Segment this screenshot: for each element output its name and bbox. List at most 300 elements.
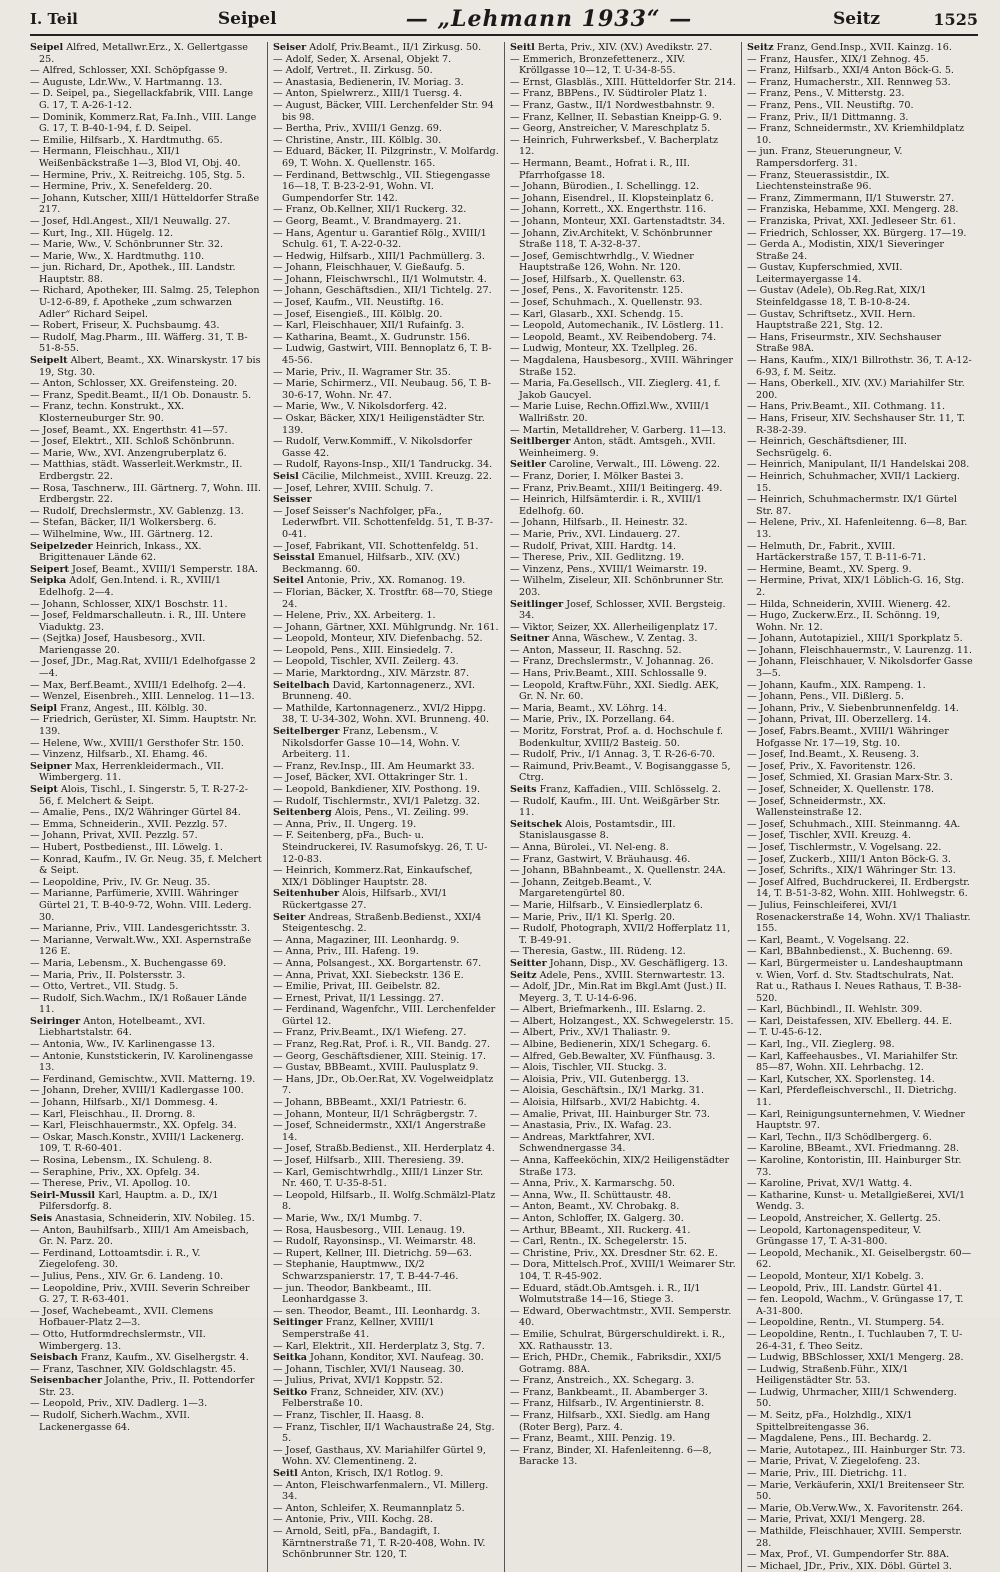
directory-entry: — Josef, Wachebeamt., XVII. Clemens Hofbauer-Platz 2—3.: [30, 1305, 214, 1329]
directory-entry: — F. Seitenberg, pFa., Buch- u. Steindruckerei, IV. Rasumofskyg. 26, T. U-12-0-83.: [273, 830, 488, 865]
directory-entry: — Josef, Fabrs.Beamt., XVIII/1 Währinger Hofgasse Nr. 17—19, Stg. 10.: [747, 726, 949, 749]
directory-entry: Seitlberger Anton, städt. Amtsgeh., XVII. Weinheimerg. 9.: [510, 436, 716, 459]
directory-entry: — Hermann, Fleischhau., XII/1 Weißenbäckstraße 1—3, Blod VI, Obj. 40.: [30, 146, 241, 169]
directory-entry: — Josef, Straßb.Bedienst., XII. Herderplatz 4.: [273, 1143, 495, 1155]
directory-entry: — Anton, Spielwrerz., XIII/1 Tuersg. 4.: [273, 88, 463, 100]
directory-entry: — Rudolf, Sicherh.Wachm., XVII. Lackenergasse 64.: [30, 1410, 190, 1433]
directory-entry: — Hans, Friseur, XIV. Sechshauser Str. 11, T. R-38-2-39.: [747, 413, 966, 436]
directory-entry: Seisl Cäcilie, Milchmeist., XVIII. Kreuzg. 22.: [273, 470, 492, 482]
directory-entry: — Johann, Privat, III. Oberzellerg. 14.: [747, 714, 932, 726]
directory-entry: — Helene, Priv., XX. Arbeiterg. 1.: [273, 610, 436, 622]
directory-entry: — Wilhelmine, Ww., III. Gärtnerg. 12.: [30, 528, 213, 540]
directory-entry: — Hans, Kaufm., XIX/1 Billrothstr. 36, T. A-12-6-93, f. M. Seitz.: [747, 355, 972, 378]
directory-entry: — Franz, BBPens., IV. Südtiroler Platz 1.: [510, 88, 708, 100]
directory-entry: — Franz, Dorier, I. Mölker Bastei 3.: [510, 470, 684, 482]
directory-entry: — Marie, Privat, V. Ziegelofeng. 23.: [747, 1456, 921, 1468]
page-header: [30, 4, 978, 36]
directory-entry: — Leopold, Mechanik., XI. Geiselbergstr. 60—62.: [747, 1247, 972, 1271]
directory-entry: — Johann, Pens., VII. Dißlerg. 5.: [747, 691, 905, 703]
directory-entry: — Raimund, Priv.Beamt., V. Bogisanggasse 5, Ctrg.: [510, 760, 731, 784]
directory-entry: — Karoline, Kontoristin, III. Hainburger Str. 73.: [747, 1155, 962, 1178]
directory-entry: — Julius, Feinschleiferei, XVI/1 Rosenackerstraße 14, Wohn. XV/1 Thaliastr. 155.: [747, 899, 971, 935]
directory-entry: — Johann, Korrett., XX. Engerthstr. 116.: [510, 204, 707, 216]
directory-entry: — Franziska, Privat, XXI. Jedleseer Str. 61.: [747, 215, 956, 227]
directory-entry: — Gustav, Schriftsetz., XVII. Hern. Hauptstraße 221, Stg. 12.: [747, 308, 916, 332]
directory-entry: — Stefan, Bäcker, II/1 Wolkersberg. 6.: [30, 517, 217, 529]
directory-entry: — Moritz, Forstrat, Prof. a. d. Hochschule f. Bodenkultur, XVIII/2 Basteig. 50.: [510, 726, 724, 749]
directory-entry: — Johann, Ziv.Architekt, V. Schönbrunner Straße 118, T. A-32-8-37.: [510, 227, 713, 251]
directory-entry: — Hans, JDr., Ob.Oer.Rat, XV. Vogelweidplatz 7.: [273, 1073, 494, 1097]
directory-entry: — Anna, Kaffeeköchin, XIX/2 Heiligenstädter Straße 173.: [510, 1155, 730, 1178]
directory-entry: — Franz, Pens., V. Mitterstg. 23.: [747, 88, 905, 100]
directory-entry: — Adolf, JDr., Min.Rat im Bkgl.Amt (Just.) II. Meyerg. 3, T. U-14-6-96.: [510, 981, 727, 1004]
directory-entry: — Karl, Bürgermeister u. Landeshauptmann v. Wien, Vorf. d. Stv. Stadtschulrats, Nat. Rat u., Rathaus I. Neues Rathaus, T. B-38-520.: [747, 957, 963, 1004]
directory-entry: — Alfred, Geb.Bewalter, XV. Fünfhausg. 3.: [510, 1050, 716, 1062]
directory-entry: — Marie, Hilfsarb., V. Einsiedlerplatz 6.: [510, 899, 703, 911]
directory-entry: — (Sejtka) Josef, Hausbesorg., XVII. Mariengasse 20.: [30, 633, 206, 656]
first-surname: Seipel: [217, 9, 277, 29]
directory-entry: — Hugo, Zuckerw.Erz., II. Schönng. 19, Wohn. Nr. 12.: [747, 610, 940, 633]
directory-entry: — Franz, Pens., VII. Neustiftg. 70.: [747, 99, 914, 111]
directory-entry: — Amalie, Privat, III. Hainburger Str. 73.: [510, 1108, 710, 1120]
directory-entry: — Hans, Priv.Beamt., XII. Cothmang. 11.: [747, 401, 946, 413]
directory-entry: — Karl, Reinigungsunternehmen, V. Wiedner Hauptstr. 97.: [747, 1108, 965, 1132]
directory-entry: — Franz, Beamt., XIII. Penzig. 19.: [510, 1433, 676, 1445]
directory-entry: — Rudolf, Rayons-Insp., XII/1 Tandruckg. 34.: [273, 459, 493, 471]
directory-entry: — Anna, Ww., II. Schüttaustr. 48.: [510, 1189, 672, 1201]
directory-entry: — Anton, Schleifer, X. Reumannplatz 5.: [273, 1502, 465, 1514]
directory-entry: — Gustav, BBBeamt., XVIII. Paulusplatz 9.: [273, 1062, 479, 1074]
directory-entry: — Hermann, Beamt., Hofrat i. R., III. Pfarrhofgasse 18.: [510, 157, 690, 181]
directory-entry: — Marie, Priv., II/1 Kl. Sperlg. 20.: [510, 911, 675, 923]
directory-entry: — Mathilde, Kartonnagenerz., XVI/2 Hippg. 38, T. U-34-302, Wohn. XVI. Brunneng. 40.: [273, 702, 490, 726]
directory-entry: — Franz, Hilfsarb., IV. Argentinierstr. 8.: [510, 1398, 705, 1410]
directory-entry: — Leopoldine, Priv., IV. Gr. Neug. 35.: [30, 876, 211, 888]
column-3: [504, 42, 741, 1572]
directory-entry: — Helene, Ww., XVIII/1 Gersthofer Str. 150.: [30, 737, 244, 749]
directory-entry: — M. Seitz, pFa., Holzhdlg., XIX/1 Spittelbreitengasse 36.: [747, 1410, 913, 1433]
directory-entry: — Josef, Schmied, XI. Grasian Marx-Str. 3.: [747, 772, 953, 784]
directory-entry: Seitl Anton, Krisch, IX/1 Rotlog. 9.: [273, 1468, 444, 1480]
directory-entry: — Josef, Tischler, XVII. Kreuzg. 4.: [747, 830, 911, 842]
directory-entry: — jun. Franz, Steuerungneur, V. Rampersdorferg. 31.: [747, 146, 903, 169]
directory-entry: — Anton, Fleischwarfenmalern., VI. Millerg. 34.: [273, 1479, 489, 1503]
directory-entry: — Arnold, Seitl, pFa., Bandagift, I. Kärntnerstraße 71, T. R-20-408, Wohn. IV. Schönbrunner Str. 120, T.: [273, 1526, 486, 1561]
directory-entry: — Johann, Fleischwrschl., II/1 Wolmutstr. 4.: [273, 273, 487, 285]
directory-entry: — Leopold, Monteur, XIV. Diefenbachg. 52.: [273, 633, 483, 645]
directory-entry: — Johann, Fleischhauer, V. Nikolsdorfer Gasse 3—5.: [747, 656, 973, 680]
directory-entry: — Josef, Hilfsarb., XIII. Theresieng. 39.: [273, 1155, 464, 1166]
directory-entry: Seipelzeder Heinrich, Inkass., XX. Brigittenauer Lände 62.: [30, 540, 202, 564]
directory-entry: — Josef, Feldmarschalleutn. i. R., III. Untere Viaduktg. 23.: [30, 610, 246, 633]
directory-entry: — Josef, Bäcker, XVI. Ottakringer Str. 1.: [273, 772, 468, 784]
directory-entry: — Viktor, Seizer, XX. Allerheiligenplatz 17.: [510, 621, 718, 633]
directory-entry: — Hans, Oberkell., XIV. (XV.) Mariahilfer Str. 200.: [747, 378, 965, 401]
directory-entry: — Emilie, Schulrat, Bürgerschuldirekt. i. R., XX. Rathausstr. 13.: [510, 1328, 726, 1352]
directory-entry: — Erich, PHDr., Chemik., Fabriksdir., XXI/5 Gotramg. 88A.: [510, 1352, 722, 1375]
directory-entry: — Maria, Lebensm., X. Buchengasse 69.: [30, 957, 227, 969]
directory-entry: — Antonie, Kunststickerin, IV. Karolinengasse 13.: [30, 1050, 254, 1074]
directory-entry: — Franz, Spedit.Beamt., II/1 Ob. Donaustr. 5.: [30, 389, 252, 401]
directory-entry: — Johann, Kutscher, XIII/1 Hütteldorfer Straße 217.: [30, 192, 260, 216]
directory-entry: — sen. Theodor, Beamt., III. Leonhardg. 3.: [273, 1305, 481, 1317]
directory-entry: — Heinrich, Fuhrwerksbef., V. Bacherplatz 12.: [510, 134, 719, 158]
directory-entry: — Katharina, Beamt., X. Gudrunstr. 156.: [273, 331, 471, 343]
directory-entry: — Dominik, Kommerz.Rat, Fa.Inh., VIII. Lange G. 17, T. B-40-1-94, f. D. Seipel.: [30, 111, 257, 135]
directory-entry: — Franz, Ob.Kellner, XII/1 Ruckerg. 32.: [273, 204, 467, 216]
directory-entry: — Leopold, Tischler, XVII. Zeilerg. 43.: [273, 656, 459, 668]
section-label: I. Teil: [30, 10, 78, 28]
directory-entry: — Therese, Priv., VI. Apollog. 10.: [30, 1178, 191, 1190]
directory-entry: — Leopoldine, Rentn., I. Tuchlauben 7, T. U-26-4-31, f. Theo Seitz.: [747, 1328, 963, 1352]
directory-entry: — Alois, Tischler, VII. Stuckg. 3.: [510, 1062, 667, 1074]
directory-entry: — Marie, Priv., IX. Porzellang. 64.: [510, 714, 675, 726]
directory-entry: — Johann, Schlosser, XIX/1 Boschstr. 11.: [30, 598, 228, 610]
directory-entry: — Karl, Kutscher, XX. Sporlensteg. 14.: [747, 1073, 935, 1085]
directory-entry: — Josef, Kaufm., VII. Neustiftg. 16.: [273, 297, 444, 309]
directory-entry: — Andreas, Marktfahrer, XVI. Schwendnergasse 34.: [510, 1131, 655, 1155]
directory-entry: — Josef, Fabrikant, VII. Schottenfeldg. 51.: [273, 540, 479, 552]
directory-entry: — Adolf, Seder, X. Arsenal, Objekt 7.: [273, 53, 452, 65]
directory-entry: — Adolf, Vertret., II. Zirkusg. 50.: [273, 65, 433, 77]
directory-entry: — Anton, Beamt., XV. Chrobakg. 8.: [510, 1201, 680, 1213]
directory-entry: — Hilda, Schneiderin, XVIII. Wienerg. 42.: [747, 598, 951, 610]
directory-entry: — Ludwig, BBSchlosser, XXI/1 Mengerg. 28.: [747, 1352, 964, 1364]
directory-entry: — Georg, Beamt., V. Brandmayerg. 21.: [273, 215, 462, 227]
directory-entry: Seitko Franz, Schneider, XIV. (XV.) Felberstraße 10.: [273, 1386, 444, 1410]
directory-entry: — Seraphine, Priv., XX. Opfelg. 34.: [30, 1166, 200, 1178]
directory-entry: — Leopold, Bankdiener, XIV. Posthong. 19.: [273, 784, 481, 795]
directory-entry: — Anton, Bauhilfsarb., XIII/1 Am Ameisbach, Gr. N. Parz. 20.: [30, 1224, 249, 1248]
directory-entry: — Rudolf, Rayonsinsp., VI. Weimarstr. 48.: [273, 1236, 476, 1248]
directory-entry: — Hans, Agentur u. Garantief Rölg., XVIII/1 Schulg. 61, T. A-22-0-32.: [273, 227, 487, 251]
directory-entry: — Emmerich, Bronzefettenerz., XIV. Kröllgasse 10—12, T. U-34-8-55.: [510, 53, 686, 77]
directory-entry: Seipelt Albert, Beamt., XX. Winarskystr. 17 bis 19, Stg. 30.: [30, 355, 261, 378]
directory-entry: — Rudolf, Sich.Wachm., IX/1 Roßauer Lände 11.: [30, 992, 247, 1016]
directory-entry: — Katharine, Kunst- u. Metallgießerei, XVI/1 Wendg. 3.: [747, 1189, 966, 1213]
directory-entry: — Johann, Fleischhauer, V. Gießaufg. 5.: [273, 262, 465, 274]
directory-entry: — Rudolf, Kaufm., III. Unt. Weißgärber Str. 11.: [510, 795, 721, 819]
directory-entry: — Georg, Anstreicher, V. Mareschplatz 5.: [510, 123, 711, 135]
directory-entry: — Franz, Taschner, XIV. Goldschlagstr. 45.: [30, 1363, 236, 1375]
directory-entry: — Karl, Elektrit., XII. Herderplatz 3, Stg. 7.: [273, 1340, 485, 1352]
directory-entry: — Karl, Pferdefleischverschl., II. Dietrichg. 11.: [747, 1085, 957, 1109]
directory-entry: Seisbach Franz, Kaufm., XV. Giselhergstr. 4.: [30, 1352, 249, 1364]
directory-entry: — Leopold, Beamt., XV. Reibendoberg. 74.: [510, 331, 717, 343]
directory-entry: — Johann, Monteur, II/1 Schrägbergstr. 7.: [273, 1108, 478, 1120]
directory-entry: — Hedwig, Hilfsarb., XIII/1 Pachmüllerg. 3.: [273, 250, 485, 262]
directory-entry: — Emma, Schneiderin., XVII. Pezzlg. 57.: [30, 818, 228, 830]
directory-entry: — Richard, Apotheker, III. Salmg. 25, Telephon U-12-6-89, f. Apotheke „zum schwarzen Adler“ Richard Seipel.: [30, 285, 260, 320]
directory-entry: — Vinzenz, Hilfsarb., XI. Ehamg. 46.: [30, 749, 208, 761]
directory-entry: — Josef, Pens., X. Favoritenstr. 125.: [510, 285, 684, 297]
directory-entry: — Marie, Privat, XXI/1 Mengerg. 28.: [747, 1514, 926, 1526]
directory-entry: — Albert, Priv., XV/1 Thaliastr. 9.: [510, 1027, 671, 1039]
directory-entry: — Marie, Ww., XVI. Anzengruberplatz 6.: [30, 447, 227, 459]
directory-entry: — Hermine, Privat, XIX/1 Löblich-G. 16, Stg. 2.: [747, 575, 964, 598]
directory-entry: — Johann, Monteur, XXI. Gartenstadtstr. 34.: [510, 215, 726, 227]
directory-entry: — Josef, Beamt., XX. Engerthstr. 41—57.: [30, 424, 228, 436]
directory-entry: — Johann, Dreher, XVIII/1 Kadlergasse 100.: [30, 1085, 244, 1097]
directory-entry: — August, Bäcker, VIII. Lerchenfelder Str. 94 bis 98.: [273, 99, 494, 123]
directory-entry: — Arthur, BBeamt., XII. Ruckerg. 41.: [510, 1224, 691, 1236]
directory-entry: — Hans, Priv.Beamt., XIII. Schlossalle 9.: [510, 668, 707, 680]
directory-entry: — T. U-45-6-12.: [747, 1027, 822, 1039]
directory-entry: — Wilhelm, Ziseleur, XII. Schönbrunner Str. 203.: [510, 575, 724, 598]
directory-entry: — Johann, Geschäftsdien., XII/1 Tichtelg. 27.: [273, 285, 492, 297]
last-surname: Seitz: [833, 9, 881, 29]
directory-entry: — Karl, Kaffeehausbes., VI. Mariahilfer Str. 85—87, Wohn. XII. Lehrbachg. 12.: [747, 1050, 959, 1074]
directory-entry: — Christine, Anstr., III. Kölblg. 30.: [273, 134, 442, 146]
directory-entry: — Marie, Marktordng., XIV. Märzstr. 87.: [273, 668, 470, 680]
directory-entry: — Wenzel, Eisenbreh., XIII. Lennelog. 11—13.: [30, 691, 255, 703]
directory-entry: — Georg, Geschäftsdiener, XIII. Steinig. 17.: [273, 1050, 487, 1062]
directory-entry: Seitlinger Josef, Schlosser, XVII. Bergsteig. 34.: [510, 598, 726, 622]
directory-entry: — Karl, Büchbindl., II. Wehlstr. 309.: [747, 1004, 923, 1016]
directory-entry: — Leopold, Kraftw.Führ., XXI. Siedlg. AEK, Gr. N. Nr. 60.: [510, 679, 719, 703]
directory-entry: — Leopold, Pens., XIII. Einsiedelg. 7.: [273, 644, 454, 656]
directory-entry: Seitenberg Alois, Pens., VI. Zeiling. 99.: [273, 807, 469, 819]
directory-entry: — Ludwig, Gastwirt, VIII. Bennoplatz 6, T. B-45-56.: [273, 343, 492, 367]
directory-entry: — jun. Richard, Dr., Apothek., III. Landstr. Hauptstr. 88.: [30, 262, 236, 285]
directory-entry: — Heinrich, Hilfsämterdir. i. R., XVIII/1 Edelhofg. 60.: [510, 494, 702, 517]
directory-entry: Seitelberger Franz, Lebensm., V. Nikolsdorfer Gasse 10—14, Wohn. V. Arbeiterg. 11.: [273, 726, 461, 761]
directory-entry: — Rudolf, Drechslermstr., XV. Gablenzg. 13.: [30, 505, 244, 517]
directory-entry: — Josef, Schneider, X. Quellenstr. 178.: [747, 784, 935, 795]
directory-entry: — Rosina, Lebensm., IX. Schuleng. 8.: [30, 1155, 213, 1166]
directory-entry: — Karl, Glasarb., XXI. Schendg. 15.: [510, 308, 684, 320]
directory-entry: — Helmuth, Dr., Fabrit., XVIII. Hartäckerstraße 157, T. B-11-6-71.: [747, 540, 926, 564]
directory-entry: — Ludwig, Uhrmacher, XIII/1 Schwenderg. 50.: [747, 1386, 957, 1410]
directory-entry: Seitz Franz, Gend.Insp., XVII. Kainzg. 16.: [747, 42, 952, 53]
directory-entry: — Otto, Vertret., VII. Studg. 5.: [30, 981, 179, 993]
directory-entry: — Florian, Bäcker, X. Trostftr. 68—70, Stiege 24.: [273, 586, 493, 610]
directory-entry: — Anastasia, Bedienerin, IV. Moriag. 3.: [273, 76, 464, 88]
directory-entry: — Johann, Hilfsarb., XI/1 Dommesg. 4.: [30, 1097, 218, 1109]
directory-entry: — Eduard, städt.Ob.Amtsgeh. i. R., II/1 Wolmutstraße 14—16, Stiege 3.: [510, 1282, 701, 1306]
directory-entry: — Mathilde, Fleischhauer, XVIII. Semperstr. 28.: [747, 1526, 962, 1549]
directory-entry: — Franz, Priv.Beamt., XIII/1 Beitingerg. 49.: [510, 482, 723, 494]
directory-entry: — Anton, Schloffer, IX. Galgerg. 30.: [510, 1212, 684, 1224]
directory-entry: — Stephanie, Hauptmww., IX/2 Schwarzspanierstr. 17, T. B-44-7-46.: [273, 1259, 459, 1282]
directory-entry: — Oskar, Bäcker, XIX/1 Heiligenstädter Str. 139.: [273, 413, 485, 436]
directory-entry: — Hermine, Beamt., XV. Sperg. 9.: [747, 563, 912, 575]
directory-entry: — Heinrich, Schuhmacher, XVII/1 Lackierg. 15.: [747, 470, 960, 494]
directory-entry: Seirl-Mussil Karl, Hauptm. a. D., IX/1 Pilfersdorfg. 8.: [30, 1189, 219, 1213]
directory-entry: — Marie, Ob.Verw.Ww., X. Favoritenstr. 264.: [747, 1502, 964, 1514]
directory-entry: — Rudolf, Mag.Pharm., III. Wäfferg. 31, T. B-51-8-55.: [30, 331, 248, 355]
directory-entry: — Josef, Schuhmach., X. Quellenstr. 93.: [510, 297, 703, 309]
directory-entry: — Johann, Zeitgeb.Beamt., V. Margaretengürtel 80.: [510, 876, 652, 900]
directory-entry: Seits Franz, Kaffadien., VIII. Schlösselg. 2.: [510, 784, 721, 795]
directory-entry: — Bertha, Priv., XVIII/1 Genzg. 69.: [273, 123, 442, 135]
directory-entry: — Franz, Tischler, II/1 Wachaustraße 24, Stg. 5.: [273, 1421, 495, 1445]
directory-entry: Seisenbacher Jolanthe, Priv., II. Pottendorfer Str. 23.: [30, 1375, 255, 1398]
directory-entry: Seipel Alfred, Metallwr.Erz., X. Gellertgasse 25.: [30, 42, 248, 65]
directory-entry: — Franz, Schneidermstr., XV. Kriemhildplatz 10.: [747, 123, 965, 146]
directory-entry: — Karl, Techn., II/3 Schödlbergerg. 6.: [747, 1131, 932, 1143]
directory-entry: Seitz Adele, Pens., XVIII. Sternwartestr. 13.: [510, 969, 725, 981]
directory-entry: — jun. Theodor, Bankbeamt., III. Leonhardgasse 3.: [273, 1282, 432, 1306]
directory-entry: — Leopold, Hilfsarb., II. Wolfg.Schmälzl-Platz 8.: [273, 1189, 496, 1213]
directory-entry: — Ferdinand, Gemischtw., XVII. Matterng. 19.: [30, 1073, 256, 1085]
directory-entry: — Johann, Privat, XVII. Pezzlg. 57.: [30, 830, 198, 842]
directory-entry: — Oskar, Masch.Konstr., XVIII/1 Lackenerg. 109, T. R-60-401.: [30, 1131, 245, 1155]
directory-entry: — Marie, Priv., II. Wagramer Str. 35.: [273, 366, 451, 378]
directory-entry: — Johann, Kaufm., XIX. Rampeng. 1.: [747, 679, 926, 691]
directory-entry: — Martin, Metalldreher, V. Garberg. 11—13.: [510, 424, 727, 436]
directory-entry: — Rupert, Kellner, III. Dietrichg. 59—63.: [273, 1247, 472, 1259]
directory-entry: — Heinrich, Geschäftsdiener, III. Sechsrügelg. 6.: [747, 436, 907, 459]
directory-entry: — Franz, Binder, XI. Hafenleitenng. 6—8, Baracke 13.: [510, 1444, 712, 1468]
directory-entry: — Anna, Bürolei., VI. Nel-eng. 8.: [510, 841, 669, 853]
directory-entry: — Max, Berf.Beamt., XVIII/1 Edelhofg. 2—4.: [30, 679, 246, 691]
directory-entry: — Josef, Priv., X. Favoritenstr. 126.: [747, 760, 916, 772]
directory-entry: — Anna, Priv., X. Karmarschg. 50.: [510, 1178, 676, 1190]
directory-entry: Seitter Johann, Disp., XV. Geschäfligerg. 13.: [510, 957, 728, 969]
directory-entry: — Albert, Briefmarkenh., III. Eslarng. 2.: [510, 1004, 706, 1016]
directory-entry: — Vinzenz, Pens., XVIII/1 Weimarstr. 19.: [510, 563, 708, 575]
directory-entry: — Magdalene, Pens., III. Bechardg. 2.: [747, 1433, 932, 1445]
directory-entry: — Marie Luise, Rechn.Offizl.Ww., XVIII/1 Wallrißstr. 20.: [510, 401, 711, 424]
directory-entry: — Josef, Zuckerb., XIII/1 Anton Böck-G. 3.: [747, 853, 951, 865]
directory-entry: — Karl, Fleischhauermstr., XX. Opfelg. 34.: [30, 1120, 237, 1132]
directory-entry: — Franz, Hilfsarb., XXI. Siedlg. am Hang (Roter Berg), Parz. 4.: [510, 1410, 711, 1433]
directory-entry: — Karl, Fleischhauer, XII/1 Rufainfg. 3.: [273, 320, 465, 332]
directory-entry: — Ludwig, Straßenb.Führ., XIX/1 Heiligenstädter Str. 53.: [747, 1363, 909, 1387]
directory-entry: — Franz, Drechslermstr., V. Johannag. 26.: [510, 656, 714, 668]
directory-entry: — Leopold, Priv., III. Landstr. Gürtel 41.: [747, 1282, 942, 1294]
directory-entry: — Franz, Zimmermann, II/1 Stuwerstr. 27.: [747, 192, 955, 204]
directory-entry: — Josef, Elektrt., XII. Schloß Schönbrunn.: [30, 436, 235, 448]
directory-entry: — Eduard, Bäcker, II. Pilzgrinstr., V. Molfardg. 69, T. Wohn. X. Quellenstr. 165.: [273, 146, 499, 169]
directory-entry: — Marie, Priv., XVI. Lindauerg. 27.: [510, 528, 681, 540]
directory-entry: — Josef, Eisengieß., III. Kölblg. 20.: [273, 308, 443, 320]
directory-entry: — Ferdinand, Bettwschlg., VII. Stiegengasse 16—18, T. B-23-2-91, Wohn. VI. Gumpendorfer Str. 142.: [273, 169, 491, 204]
directory-entry: — Marie, Priv., III. Dietrichg. 11.: [747, 1468, 907, 1480]
directory-entry: — Gustav (Adele), Ob.Reg.Rat, XIX/1 Steinfeldgasse 18, T. B-10-8-24.: [747, 285, 927, 309]
directory-title: — „Lehmann 1933“ —: [405, 6, 693, 32]
directory-entry: — Konrad, Kaufm., IV. Gr. Neug. 35, f. Melchert & Seipt.: [30, 853, 262, 877]
directory-entry: — Dora, Mittelsch.Prof., XVIII/1 Weimarer Str. 104, T. R-45-902.: [510, 1259, 736, 1282]
directory-entry: — Gerda A., Modistin, XIX/1 Sieveringer Straße 24.: [747, 239, 944, 262]
directory-entry: — Josef, Hdl.Angest., XII/1 Neuwallg. 27.: [30, 215, 231, 227]
directory-entry: — Johann, Tischler, XVI/1 Nauseag. 30.: [273, 1363, 464, 1375]
directory-entry: — Auguste, Ldr.Ww., V. Hartmanng. 13.: [30, 76, 223, 88]
directory-entry: — Maria, Fa.Gesellsch., VII. Zieglerg. 41, f. Jakob Gaucyel.: [510, 378, 721, 401]
directory-entry: — Anna, Priv., II. Ungerg. 19.: [273, 818, 417, 830]
directory-entry: — Johann, Autotapiziel., XIII/1 Sporkplatz 5.: [747, 633, 963, 645]
directory-entry: — Marie, Ww., V. Schönbrunner Str. 32.: [30, 239, 224, 251]
directory-entry: Seiringer Anton, Hotelbeamt., XVI. Liebhartstalstr. 64.: [30, 1015, 206, 1039]
directory-entry: Seitenhuber Alois, Hilfsarb., XVI/1 Rückertgasse 27.: [273, 888, 448, 911]
directory-entry: — Kurt, Ing., XII. Hügelg. 12.: [30, 227, 174, 239]
directory-entry: — Johann, BBBeamt., XXI/1 Patriestr. 6.: [273, 1097, 467, 1109]
directory-entry: — Rudolf, Privat, XIII. Hardtg. 14.: [510, 540, 677, 552]
directory-entry: — Marianne, Priv., VIII. Landesgerichtsstr. 3.: [30, 923, 251, 935]
directory-entry: — Karl, BBahnbedienst., X. Buchenng. 69.: [747, 946, 953, 958]
directory-entry: — Johann, Eisendrel., II. Klopsteinplatz 6.: [510, 192, 714, 204]
directory-entry: — Franz, Reg.Rat, Prof. i. R., VII. Bandg. 27.: [273, 1039, 491, 1051]
directory-entry: — Franz, Humacherstr., XII. Rennweg 53.: [747, 76, 951, 88]
directory-entry: — Carl, Rentn., IX. Schegelerstr. 15.: [510, 1236, 688, 1248]
directory-entry: — Franz, Rev.Insp., III. Am Heumarkt 33.: [273, 760, 475, 772]
directory-entry: — Josef, Schneidermstr., XXI/1 Angerstraße 14.: [273, 1120, 486, 1143]
directory-entry: — Maria, Beamt., XV. Löhrg. 14.: [510, 702, 667, 714]
directory-entry: — Karl, Fleischhau., II. Drorng. 8.: [30, 1108, 196, 1120]
directory-entry: — Leopold, Automechanik., IV. Löstlerg. 11.: [510, 320, 724, 332]
directory-entry: — Franz, Gastwirt, V. Bräuhausg. 46.: [510, 853, 691, 865]
directory-entry: — Franziska, Hebamme, XXI. Mengerg. 28.: [747, 204, 959, 216]
directory-entry: — Therese, Priv., XII. Gedlitzng. 19.: [510, 552, 685, 564]
directory-entry: Seis Anastasia, Schneiderin, XIV. Nobileg. 15.: [30, 1212, 255, 1224]
directory-entry: — Franz, Tischler, II. Haasg. 8.: [273, 1410, 425, 1422]
directory-entry: — Marie, Ww., IX/1 Mumbg. 7.: [273, 1212, 423, 1224]
directory-entry: — Friedrich, Gerüster, XI. Simm. Hauptstr. Nr. 139.: [30, 714, 257, 738]
directory-entry: — Emilie, Privat, III. Geibelstr. 82.: [273, 981, 441, 993]
directory-entry: Seipner Max, Herrenkleidermach., VII. Wimbergerg. 11.: [30, 760, 224, 784]
directory-entry: — Maria, Priv., II. Polstersstr. 3.: [30, 969, 186, 981]
directory-entry: — Johann, Fleischhauermstr., V. Laurenzg. 11.: [747, 644, 973, 656]
directory-entry: — Franz, Kellner, II. Sebastian Kneipp-G. 9.: [510, 111, 722, 123]
directory-entry: — Josef Alfred, Buchdruckerei, II. Erdbergstr. 14, T. B-51-3-82, Wohn. XIII. Hohlwegstr. 6.: [747, 876, 970, 900]
directory-entry: — Franz, Hilfsarb., XXI/4 Anton Böck-G. 5.: [747, 65, 954, 77]
directory-entry: — Gustav, Kupferschmied, XVII. Leitermayergasse 14.: [747, 262, 903, 285]
directory-entry: — Hubert, Postbedienst., III. Löwelg. 1.: [30, 841, 223, 853]
directory-entry: — Marie, Ww., X. Hardtmuthg. 110.: [30, 250, 205, 262]
directory-entry: — Franz, Bankbeamt., II. Abamberger 3.: [510, 1386, 708, 1398]
directory-entry: Seisser: [273, 494, 312, 506]
directory-entry: — Josef Seisser's Nachfolger, pFa., Lederwfbrt. VII. Schottenfeldg. 51, T. B-37-0-41.: [273, 505, 493, 540]
directory-entry: — Josef, Tischlermstr., V. Vogelsang. 22.: [747, 841, 942, 853]
directory-entry: — Josef, Ind.Beamt., X. Reuseng. 3.: [747, 749, 920, 761]
directory-entry: Seipert Josef, Beamt., XVIII/1 Semperstr. 18A.: [30, 563, 258, 575]
directory-entry: — Rosa, Taschnerw., III. Gärtnerg. 7, Wohn. III. Erdbergstr. 22.: [30, 482, 261, 506]
directory-entry: — Edward, Oberwachtmstr., XVII. Semperstr. 40.: [510, 1305, 732, 1329]
directory-entry: — Helene, Priv., XI. Hafenleitenng. 6—8, Bar. 13.: [747, 517, 968, 540]
directory-entry: — Amalie, Pens., IX/2 Währinger Gürtel 84.: [30, 807, 241, 819]
directory-entry: — Marie, Ww., V. Nikolsdorferg. 42.: [273, 401, 447, 413]
directory-entry: — Heinrich, Kommerz.Rat, Einkaufschef, XIX/1 Döblinger Hauptstr. 28.: [273, 865, 473, 888]
directory-entry: — Anna, Polsangest., XX. Borgartenstr. 67.: [273, 957, 482, 969]
directory-entry: Seiser Adolf, Priv.Beamt., II/1 Zirkusg. 50.: [273, 42, 482, 53]
directory-entry: Seitl Berta, Priv., XIV. (XV.) Avedikstr. 27.: [510, 42, 713, 53]
directory-entry: — Julius, Privat, XVI/1 Koppstr. 52.: [273, 1375, 443, 1387]
directory-entry: — Franz, Priv., II/1 Dittmanng. 3.: [747, 111, 909, 123]
directory-entry: — Max, Prof., VI. Gumpendorfer Str. 88A.: [747, 1549, 950, 1561]
directory-entry: — Rudolf, Photograph, XVII/2 Hofferplatz 11, T. B-49-91.: [510, 923, 731, 946]
directory-entry: Seitel Antonie, Priv., XX. Romanog. 19.: [273, 575, 466, 587]
entry-columns: [30, 42, 978, 1572]
directory-entry: — Johann, BBahnbeamt., X. Quellenstr. 24A.: [510, 865, 726, 877]
directory-entry: — D. Seipel, pa., Siegellackfabrik, VIII. Lange G. 17, T. A-26-1-12.: [30, 88, 254, 111]
directory-entry: — Julius, Pens., XIV. Gr. 6. Landeng. 10.: [30, 1270, 224, 1282]
directory-entry: — Rudolf, Verw.Kommiff., V. Nikolsdorfer Gasse 42.: [273, 436, 473, 459]
directory-entry: — Aloisia, Geschäftsin., IX/1 Markg. 31.: [510, 1085, 705, 1097]
directory-entry: Seitinger Franz, Kellner, XVIII/1 Semperstraße 41.: [273, 1317, 435, 1340]
directory-entry: — Theresia, Gastw., III. Rüdeng. 12.: [510, 946, 686, 958]
directory-entry: — Heinrich, Schuhmachermstr. IX/1 Gürtel Str. 87.: [747, 494, 957, 517]
directory-entry: — Franz, Hausfer., XIX/1 Zehnog. 45.: [747, 53, 929, 65]
directory-entry: — Franz, Steuerassistdir., IX. Liechtensteinstraße 96.: [747, 169, 890, 193]
directory-entry: — Anna, Magaziner, III. Leonhardg. 9.: [273, 934, 460, 946]
directory-entry: — Josef, Schuhmach., XIII. Steinmanng. 4A.: [747, 818, 961, 830]
directory-entry: — Antonia, Ww., IV. Karlinengasse 13.: [30, 1039, 216, 1051]
directory-entry: — Rudolf, Tischlermstr., XVI/1 Paletzg. 32.: [273, 795, 480, 807]
directory-entry: — Franz, Priv.Beamt., IX/1 Wiefeng. 27.: [273, 1027, 467, 1039]
directory-entry: Seiter Andreas, Straßenb.Bedienst., XXI/4 Steigenteschg. 2.: [273, 911, 482, 935]
directory-entry: — Johann, Hilfsarb., II. Heinestr. 32.: [510, 517, 688, 529]
